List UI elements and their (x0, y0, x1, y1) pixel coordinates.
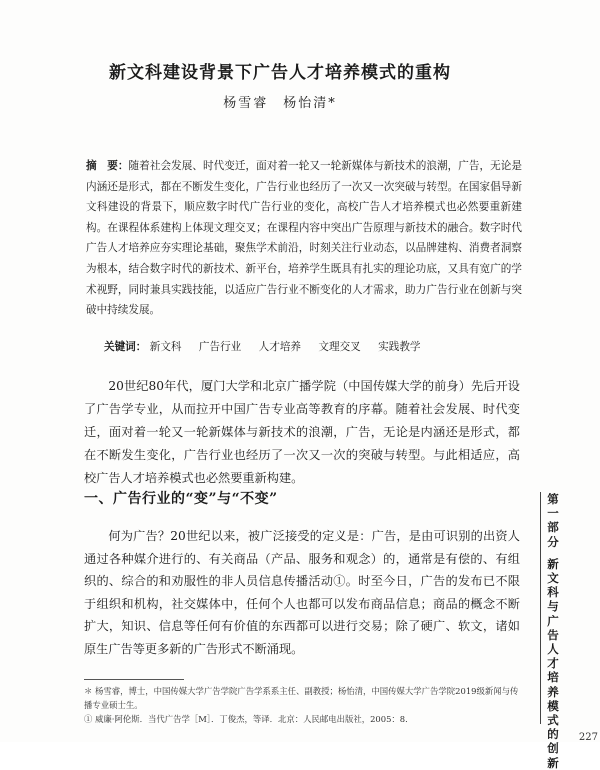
keyword: 实践教学 (378, 341, 421, 353)
section-paragraph: 何为广告？20世纪以来，被广泛接受的定义是：广告，是由可识别的出资人通过各种媒介进行的、有关商品（产品、服务和观念）的，通常是有偿的、有组织的、综合的和劝服性的非人员信息传播活动①。时至今日，广告的发布已不限于组织和机构，社交媒体中，任何个人也都可以发布商品信息；商品的概念不断扩大，知识、信息等任何有价值的东西都可以进行交易；除了硬广、软文，诸如原生广告等更多新的广告形式不断涌现。 (84, 529, 520, 656)
keywords (104, 338, 524, 356)
page-number: 227 (578, 732, 598, 743)
footnote-reference: ① 威廉·阿伦斯．当代广告学［M］．丁俊杰，等译．北京：人民邮电出版社，2005：8． (84, 714, 414, 724)
keywords-label: 关键词： (104, 341, 147, 353)
abstract-label: 摘 要： (86, 160, 129, 172)
keyword: 新文科 (149, 341, 182, 353)
intro-paragraph: 20世纪80年代，厦门大学和北京广播学院（中国传媒大学的前身）先后开设了广告学专业，从而拉开中国广告专业高等教育的序幕。随着社会发展、时代变迁，面对着一轮又一轮新媒体与新技术的浪潮，广告，无论是内涵还是形式，都在不断发生变化，广告行业也经历了一次又一次的突破与转型。与此相适应，高校广告人才培养模式也必然要重新构建。 (84, 379, 520, 485)
abstract-text: 随着社会发展、时代变迁，面对着一轮又一轮新媒体与新技术的浪潮，广告，无论是内涵还是形式，都在不断发生变化，广告行业也经历了一次又一次突破与转型。在国家倡导新文科建设的背景下，顺应数字时代广告行业的变化，高校广告人才培养模式也必然要重新建构。在课程体系建构上体现文理交叉；在课程内容中突出广告原理与新技术的融合。数字时代广告人才培养应夯实理论基础，聚焦学术前沿，时刻关注行业动态，以品牌建构、消费者洞察为根本，结合数字时代的新技术、新平台，培养学生既具有扎实的理论功底，又具有宽广的学术视野，同时兼具实践技能，以适应广告行业不断变化的人才需求，助力广告行业在创新与突破中持续发展。 (86, 160, 523, 317)
abstract (86, 156, 522, 321)
running-sidebar (540, 492, 565, 770)
footnotes (84, 684, 524, 726)
keyword: 人才培养 (258, 341, 302, 353)
article-title: 新文科建设背景下广告人才培养模式的重构 (109, 63, 451, 83)
footnote-divider (84, 679, 184, 680)
section-heading: 一、广告行业的“变”与“不变” (84, 491, 278, 507)
sidebar-part-label: 第一部分 (547, 492, 559, 549)
keyword: 文理交叉 (318, 341, 361, 353)
article-authors: 杨雪睿 杨怡清* (223, 96, 337, 111)
keyword: 广告行业 (198, 341, 242, 353)
sidebar-section-title: 新文科与广告人才培养模式的创新 (547, 556, 559, 770)
footnote-author: ＊ 杨雪睿，博士，中国传媒大学广告学院广告学系系主任、副教授；杨怡清，中国传媒大学广告学院2019级新闻与传播专业硕士生。 (84, 686, 519, 710)
